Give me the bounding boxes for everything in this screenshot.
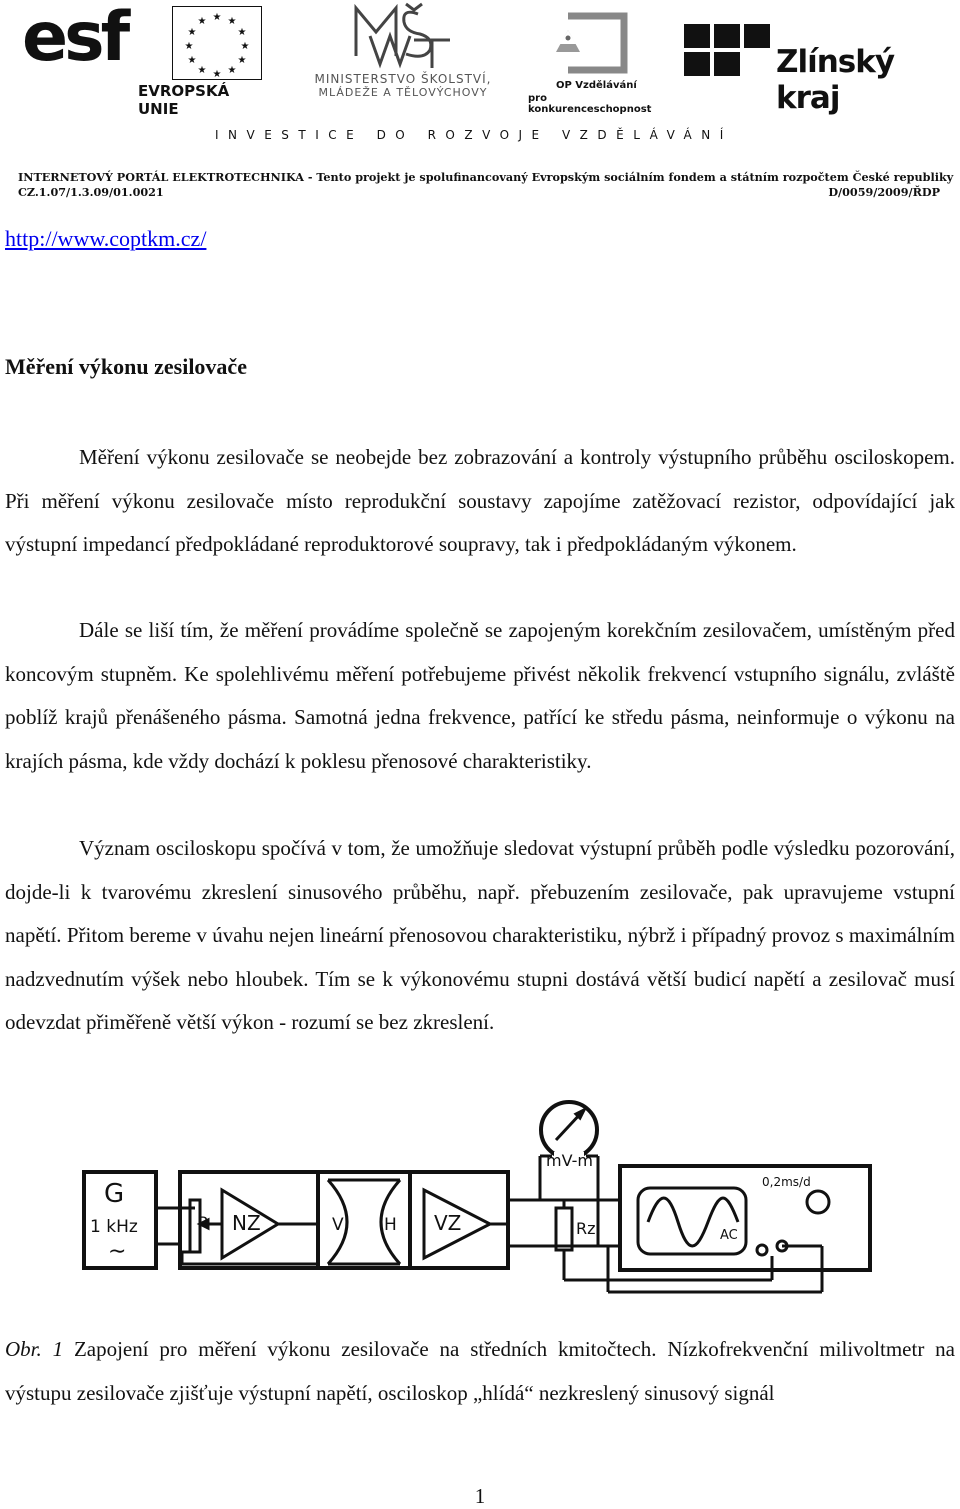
svg-text:★: ★ — [212, 12, 222, 23]
svg-text:★: ★ — [237, 27, 247, 38]
svg-text:★: ★ — [187, 55, 197, 66]
generator-wave-icon: ∼ — [108, 1239, 127, 1264]
msmt-line-1: MINISTERSTVO ŠKOLSTVÍ, — [314, 72, 492, 86]
tone-high-label: H — [384, 1215, 397, 1235]
zlinsky-kraj-word: Zlínský kraj — [776, 44, 895, 116]
project-code-left: CZ.1.07/1.3.09/01.0021 — [18, 185, 164, 199]
zlinsky-kraj-logo — [684, 22, 944, 116]
zlinsky-kraj-emblem-icon — [684, 22, 770, 82]
opvk-line-1: OP Vzdělávání — [556, 80, 637, 91]
paragraph-3: Význam osciloskopu spočívá v tom, že umožňuje sledovat výstupní průběh podle výsledku pozorování, dojde-li k tvarovému zkreslení sinusového průběhu, např. přebuzením zesilovače, pak upravujeme vstupní napětí. Přitom bereme v úvahu nejen lineární přenosovou charakteristiku, nýbrž i případný provoz s maximálním nadzvednutím výšek nebo hloubek. Tím se k výkonovému stupni dostává větší budicí napětí a zesilovač musí odevzdat přiměřeně větší výkon - rozumí se bez zkreslení. — [5, 836, 955, 1035]
svg-text:★: ★ — [184, 41, 194, 52]
esf-subtitle: EVROPSKÁ UNIE — [138, 82, 230, 118]
tone-low-label: V — [332, 1215, 344, 1235]
svg-text:★: ★ — [227, 65, 237, 76]
oscilloscope-screen — [638, 1188, 746, 1254]
esf-logo-word: esf — [22, 0, 127, 77]
project-line: INTERNETOVÝ PORTÁL ELEKTROTECHNIKA - Tento projekt je spolufinancovaný Evropským sociálním fondem a státním rozpočtem České republiky — [18, 170, 954, 184]
paragraph-1: Měření výkonu zesilovače se neobejde bez zobrazování a kontroly výstupního průběhu osciloskopem. Při měření výkonu zesilovače místo reprodukční soustavy zapojíme zatěžovací rezistor, odpovídající jak výstupní impedancí předpokládané reproduktorové soupravy, tak i předpokládaným výkonem. — [5, 445, 955, 557]
generator-label: G — [104, 1179, 125, 1209]
page-number: 1 — [474, 1484, 486, 1508]
eu-flag-icon — [172, 6, 262, 80]
msmt-logo — [298, 2, 508, 102]
msmt-emblem-icon — [298, 2, 508, 70]
caption-text: Zapojení pro měření výkonu zesilovače na středních kmitočtech. Nízkofrekvenční milivoltmetr na výstupu zesilovače zjišťuje výstupní napětí, osciloskop „hlídá“ nezkreslený sinusový signál — [5, 1337, 955, 1405]
paragraph-2: Dále se liší tím, že měření provádíme společně se zapojeným korekčním zesilovačem, umístěným před koncovým stupněm. Ke spolehlivému měření potřebujeme přivést několik frekvencí vstupního signálu, zvláště poblíž krajů přenášeného pásma. Samotná jedna frekvence, patřící ke středu pásma, neinformuje o výkonu na krajích pásma, kde vždy dochází k poklesu přenosové charakteristiky. — [5, 618, 955, 773]
esf-logo — [22, 0, 262, 118]
project-code-right: D/0059/2009/ŘDP — [828, 185, 940, 199]
tagline: INVESTICE DO ROZVOJE VZDĚLÁVÁNÍ — [215, 128, 733, 142]
svg-text:★: ★ — [227, 16, 237, 27]
svg-text:★: ★ — [212, 69, 222, 80]
potentiometer-label: P — [198, 1213, 208, 1232]
svg-text:★: ★ — [240, 41, 250, 52]
scope-timebase-label: 0,2ms/d — [762, 1175, 811, 1189]
website-link[interactable]: http://www.coptkm.cz/ — [5, 226, 207, 251]
power-amp-label: VZ — [434, 1211, 462, 1235]
resistor-label: Rz — [576, 1219, 596, 1238]
circuit-diagram — [82, 1096, 874, 1296]
opvk-logo — [528, 8, 668, 115]
opvk-line-2: pro konkurenceschopnost — [528, 93, 652, 115]
preamp-label: NZ — [232, 1211, 261, 1235]
figure-caption — [5, 1328, 955, 1415]
msmt-line-2: MLÁDEŽE A TĚLOVÝCHOVY — [318, 86, 488, 99]
caption-prefix: Obr. 1 — [5, 1337, 64, 1361]
generator-frequency: 1 kHz — [90, 1217, 138, 1237]
svg-text:★: ★ — [197, 65, 207, 76]
document-title: Měření výkonu zesilovače — [5, 354, 247, 379]
scope-coupling-label: AC — [720, 1228, 738, 1243]
svg-text:★: ★ — [197, 16, 207, 27]
meter-label: mV-m — [546, 1151, 593, 1170]
svg-text:★: ★ — [237, 55, 247, 66]
header-logos — [0, 0, 960, 118]
opvk-emblem-icon — [528, 8, 668, 78]
svg-text:★: ★ — [187, 27, 197, 38]
